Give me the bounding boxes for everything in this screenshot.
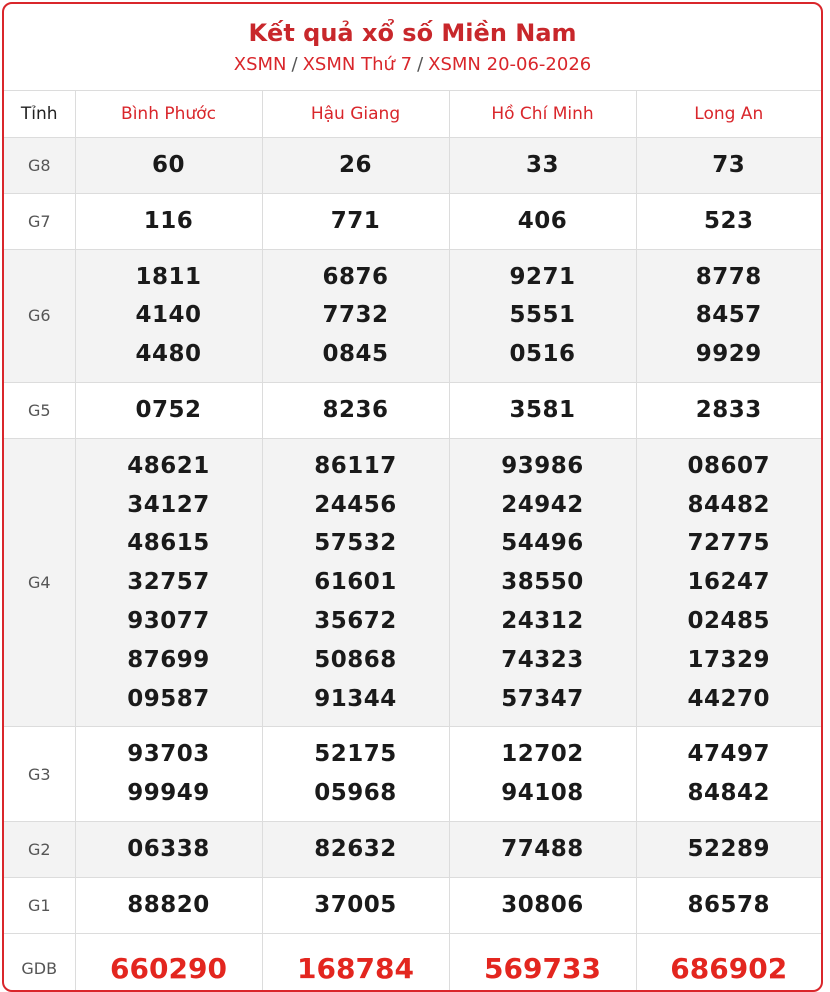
breadcrumb	[4, 53, 821, 77]
prize-number: 99949	[76, 774, 262, 813]
results-card	[2, 2, 823, 992]
prize-number: 17329	[637, 641, 822, 680]
prize-row	[4, 933, 821, 992]
breadcrumb-separator: /	[292, 54, 298, 75]
prize-number: 2833	[637, 391, 822, 430]
prize-cell	[449, 877, 636, 933]
prize-cell	[449, 138, 636, 194]
prize-number: 74323	[450, 641, 636, 680]
prize-cell	[262, 138, 449, 194]
province-heading[interactable]: Long An	[636, 91, 821, 138]
prize-label: G2	[4, 821, 75, 877]
prize-number: 88820	[76, 886, 262, 925]
province-heading[interactable]: Hậu Giang	[262, 91, 449, 138]
prize-number: 60	[76, 146, 262, 185]
prize-number: 8236	[263, 391, 449, 430]
special-prize-number: 686902	[637, 942, 822, 992]
prize-number: 7732	[263, 296, 449, 335]
prize-label: G6	[4, 249, 75, 382]
prize-number: 6876	[263, 258, 449, 297]
prize-number: 48615	[76, 524, 262, 563]
prize-cell	[449, 249, 636, 382]
prize-cell	[262, 727, 449, 822]
prize-row	[4, 382, 821, 438]
breadcrumb-link-date[interactable]: XSMN 20-06-2026	[428, 54, 591, 75]
prize-cell	[449, 438, 636, 727]
province-header-row	[4, 91, 821, 138]
prize-number: 52175	[263, 735, 449, 774]
prize-number: 24456	[263, 486, 449, 525]
special-prize-number: 168784	[263, 942, 449, 992]
prize-number: 8778	[637, 258, 822, 297]
prize-number: 93077	[76, 602, 262, 641]
prize-cell	[636, 382, 821, 438]
prize-number: 116	[76, 202, 262, 241]
prize-number: 61601	[263, 563, 449, 602]
breadcrumb-link-xsmn-thu7[interactable]: XSMN Thứ 7	[303, 54, 412, 75]
prize-number: 86117	[263, 447, 449, 486]
prize-number: 93986	[450, 447, 636, 486]
prize-cell	[636, 933, 821, 992]
prize-number: 33	[450, 146, 636, 185]
prize-number: 24942	[450, 486, 636, 525]
prize-cell	[262, 821, 449, 877]
corner-label: Tỉnh	[4, 91, 75, 138]
prize-cell	[75, 382, 262, 438]
prize-number: 44270	[637, 680, 822, 719]
prize-number: 4140	[76, 296, 262, 335]
prize-number: 57532	[263, 524, 449, 563]
prize-number: 52289	[637, 830, 822, 869]
special-prize-number: 660290	[76, 942, 262, 992]
prize-cell	[262, 877, 449, 933]
prize-cell	[75, 249, 262, 382]
prize-cell	[449, 933, 636, 992]
prize-cell	[636, 821, 821, 877]
prize-number: 94108	[450, 774, 636, 813]
prize-row	[4, 438, 821, 727]
prize-number: 48621	[76, 447, 262, 486]
prize-number: 9271	[450, 258, 636, 297]
prize-cell	[262, 249, 449, 382]
prize-number: 0845	[263, 335, 449, 374]
prize-number: 24312	[450, 602, 636, 641]
prize-cell	[636, 138, 821, 194]
page-title: Kết quả xổ số Miền Nam	[4, 18, 821, 48]
prize-number: 32757	[76, 563, 262, 602]
results-header	[4, 4, 821, 90]
prize-number: 91344	[263, 680, 449, 719]
prize-number: 8457	[637, 296, 822, 335]
prize-number: 86578	[637, 886, 822, 925]
prize-cell	[636, 877, 821, 933]
prize-number: 54496	[450, 524, 636, 563]
prize-cell	[636, 193, 821, 249]
prize-cell	[449, 821, 636, 877]
prize-number: 771	[263, 202, 449, 241]
province-heading[interactable]: Hồ Chí Minh	[449, 91, 636, 138]
prize-number: 84842	[637, 774, 822, 813]
prize-number: 12702	[450, 735, 636, 774]
prize-number: 1811	[76, 258, 262, 297]
prize-number: 30806	[450, 886, 636, 925]
prize-row	[4, 249, 821, 382]
prize-number: 38550	[450, 563, 636, 602]
prize-cell	[75, 821, 262, 877]
prize-cell	[636, 249, 821, 382]
prize-label: G1	[4, 877, 75, 933]
prize-cell	[449, 727, 636, 822]
results-body	[4, 138, 821, 992]
prize-number: 84482	[637, 486, 822, 525]
prize-number: 9929	[637, 335, 822, 374]
prize-number: 87699	[76, 641, 262, 680]
province-heading[interactable]: Bình Phước	[75, 91, 262, 138]
prize-number: 77488	[450, 830, 636, 869]
prize-row	[4, 821, 821, 877]
prize-number: 02485	[637, 602, 822, 641]
prize-cell	[75, 193, 262, 249]
results-table	[4, 90, 821, 992]
prize-number: 47497	[637, 735, 822, 774]
prize-number: 50868	[263, 641, 449, 680]
prize-number: 82632	[263, 830, 449, 869]
prize-number: 3581	[450, 391, 636, 430]
prize-cell	[75, 727, 262, 822]
prize-label: G7	[4, 193, 75, 249]
prize-row	[4, 877, 821, 933]
prize-row	[4, 727, 821, 822]
prize-cell	[636, 438, 821, 727]
prize-row	[4, 138, 821, 194]
prize-label: G3	[4, 727, 75, 822]
prize-number: 4480	[76, 335, 262, 374]
prize-cell	[262, 382, 449, 438]
special-prize-number: 569733	[450, 942, 636, 992]
prize-cell	[262, 933, 449, 992]
prize-number: 523	[637, 202, 822, 241]
prize-cell	[75, 877, 262, 933]
prize-cell	[262, 438, 449, 727]
prize-number: 406	[450, 202, 636, 241]
prize-number: 57347	[450, 680, 636, 719]
prize-number: 72775	[637, 524, 822, 563]
prize-number: 09587	[76, 680, 262, 719]
prize-number: 08607	[637, 447, 822, 486]
prize-cell	[449, 382, 636, 438]
prize-number: 26	[263, 146, 449, 185]
prize-number: 73	[637, 146, 822, 185]
prize-number: 93703	[76, 735, 262, 774]
prize-label: GDB	[4, 933, 75, 992]
prize-row	[4, 193, 821, 249]
prize-number: 0516	[450, 335, 636, 374]
prize-number: 06338	[76, 830, 262, 869]
prize-label: G8	[4, 138, 75, 194]
prize-number: 35672	[263, 602, 449, 641]
prize-number: 16247	[637, 563, 822, 602]
prize-number: 0752	[76, 391, 262, 430]
prize-number: 05968	[263, 774, 449, 813]
prize-cell	[636, 727, 821, 822]
prize-label: G4	[4, 438, 75, 727]
prize-cell	[75, 933, 262, 992]
prize-cell	[75, 438, 262, 727]
prize-cell	[75, 138, 262, 194]
breadcrumb-separator: /	[417, 54, 423, 75]
prize-label: G5	[4, 382, 75, 438]
prize-cell	[449, 193, 636, 249]
prize-number: 34127	[76, 486, 262, 525]
prize-number: 5551	[450, 296, 636, 335]
prize-cell	[262, 193, 449, 249]
prize-number: 37005	[263, 886, 449, 925]
breadcrumb-link-xsmn[interactable]: XSMN	[234, 54, 287, 75]
